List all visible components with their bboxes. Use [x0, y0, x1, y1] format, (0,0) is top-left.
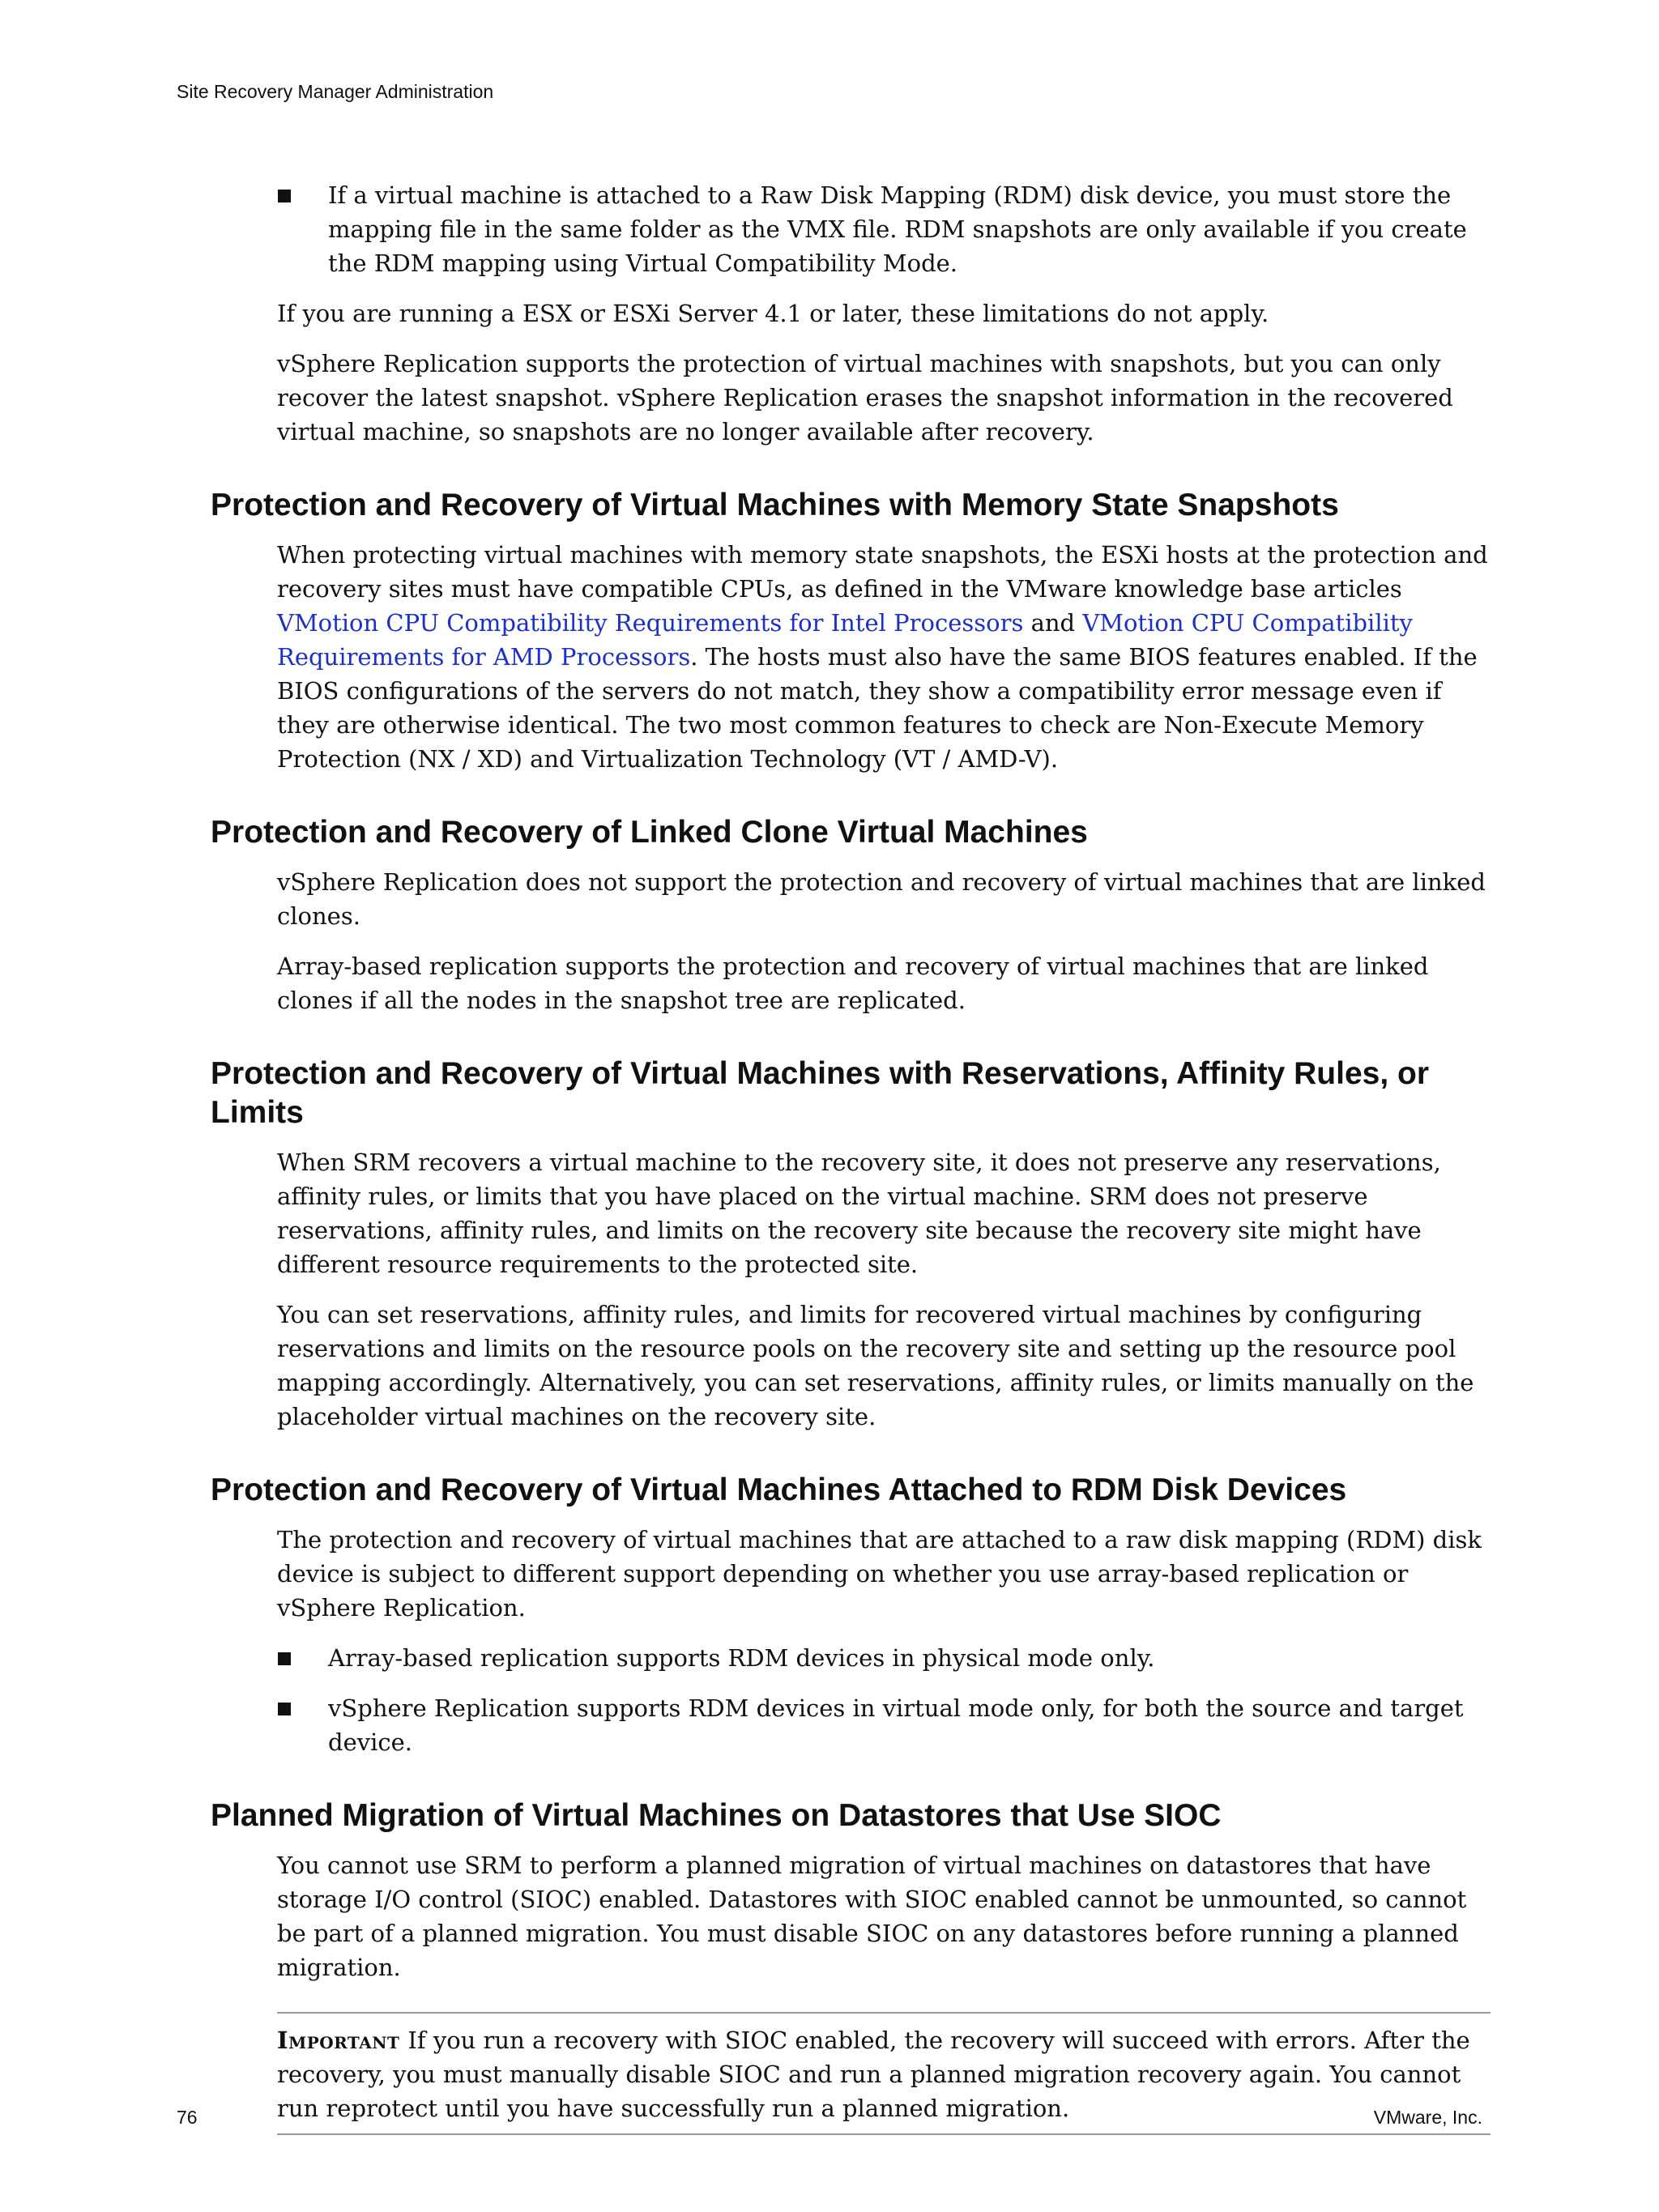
paragraph-esx-limitations: If you are running a ESX or ESXi Server 4.1 or later, these limitations do not apply. — [277, 300, 1269, 327]
page-content — [211, 178, 1491, 2135]
paragraph-linked-clones-array: Array-based replication supports the protection and recovery of virtual machines that are linked clones if all the nodes in the snapshot tree are replicated. — [277, 953, 1429, 1014]
paragraph-vsphere-snapshots: vSphere Replication supports the protection of virtual machines with snapshots, but you can only recover the latest snapshot. vSphere Replication erases the snapshot information in the recovered virtual machine, so snapshots are no longer available after recovery. — [277, 350, 1453, 445]
bullet-item-rdm-snapshot — [328, 178, 1491, 280]
text-run: and — [1023, 609, 1083, 637]
text-run: . The hosts must also have the same BIOS features enabled. If the BIOS configurations of the servers do not match, they show a compatibility error message even if they are otherwise identical. The two most common features to check are Non-Execute Memory Protection (NX / XD) and Virtualization Technology (VT / AMD-V). — [277, 643, 1478, 773]
heading-reservations-affinity: Protection and Recovery of Virtual Machines with Reservations, Affinity Rules, or Limits — [211, 1056, 1430, 1130]
bullet-square-icon — [278, 1652, 291, 1665]
bullet-item-vsphere-rdm — [328, 1691, 1491, 1759]
paragraph-memory-snapshots — [277, 538, 1491, 776]
paragraph-reservations-not-preserved: When SRM recovers a virtual machine to the recovery site, it does not preserve any reservations, affinity rules, or limits that you have placed on the virtual machine. SRM does not preserve reservations, affinity rules, and limits on the recovery site because the recovery site might have different resource requirements to the protected site. — [277, 1149, 1441, 1278]
page-number: 76 — [177, 2107, 198, 2128]
bullet-item-array-rdm — [328, 1641, 1491, 1675]
important-label: Important — [277, 2027, 400, 2054]
running-header: Site Recovery Manager Administration — [177, 81, 494, 102]
heading-linked-clones: Protection and Recovery of Linked Clone Virtual Machines — [211, 815, 1088, 850]
paragraph-sioc: You cannot use SRM to perform a planned migration of virtual machines on datastores that have storage I/O control (SIOC) enabled. Datastores with SIOC enabled cannot be unmounted, so cannot be part of a planned migration. You must disable SIOC on any datastores before running a planned migration. — [277, 1852, 1467, 1981]
bullet-text: Array-based replication supports RDM devices in physical mode only. — [328, 1644, 1155, 1672]
bullet-text: vSphere Replication supports RDM devices in virtual mode only, for both the source and target device. — [328, 1694, 1464, 1756]
heading-rdm-disk-devices: Protection and Recovery of Virtual Machines Attached to RDM Disk Devices — [211, 1473, 1347, 1507]
bullet-square-icon — [278, 190, 291, 202]
bullet-square-icon — [278, 1703, 291, 1715]
bullet-text: If a virtual machine is attached to a Raw Disk Mapping (RDM) disk device, you must store the mapping file in the same folder as the VMX file. RDM snapshots are only available if you create the RDM mapping using Virtual Compatibility Mode. — [328, 181, 1467, 277]
paragraph-reservations-configure: You can set reservations, affinity rules, and limits for recovered virtual machines by configuring reservations and limits on the resource pools on the recovery site and setting up the resource pool mapping accordingly. Alternatively, you can set reservations, affinity rules, or limits manually on the placeholder virtual machines on the recovery site. — [277, 1301, 1474, 1430]
link-intel-compatibility[interactable]: VMotion CPU Compatibility Requirements for Intel Processors — [277, 609, 1024, 637]
text-run: When protecting virtual machines with memory state snapshots, the ESXi hosts at the protection and recovery sites must have compatible CPUs, as defined in the VMware knowledge base articles — [277, 541, 1488, 603]
footer-company: VMware, Inc. — [1373, 2107, 1482, 2128]
heading-planned-migration-sioc: Planned Migration of Virtual Machines on Datastores that Use SIOC — [211, 1798, 1222, 1833]
paragraph-linked-clones-vsphere: vSphere Replication does not support the protection and recovery of virtual machines that are linked clones. — [277, 868, 1486, 930]
important-text: If you run a recovery with SIOC enabled, the recovery will succeed with errors. After the recovery, you must manually disable SIOC and run a planned migration recovery again. You cannot run reprotect until you have successfully run a planned migration. — [277, 2027, 1470, 2122]
heading-memory-state-snapshots: Protection and Recovery of Virtual Machines with Memory State Snapshots — [211, 488, 1339, 522]
important-note — [277, 2012, 1491, 2135]
paragraph-rdm-support: The protection and recovery of virtual machines that are attached to a raw disk mapping (RDM) disk device is subject to different support depending on whether you use array-based replication or vSphere Replication. — [277, 1526, 1482, 1622]
link-amd-compatibility[interactable]: VMotion CPU Compatibility Requirements for AMD Processors — [277, 609, 1413, 671]
